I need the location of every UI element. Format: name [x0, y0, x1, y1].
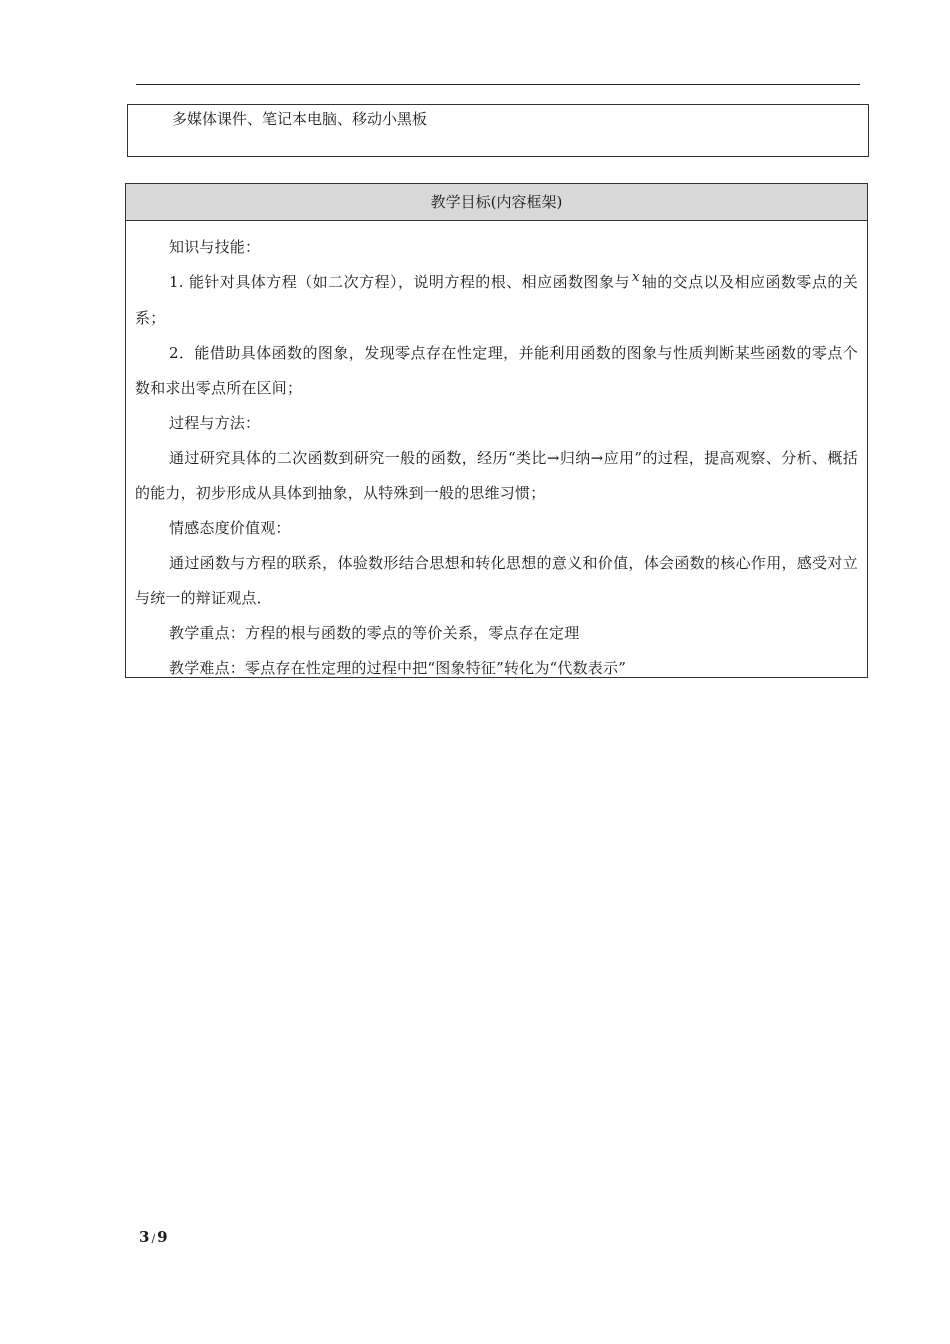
header-rule — [136, 84, 860, 85]
page-separator: / — [151, 1232, 156, 1245]
teaching-resources-box — [127, 104, 869, 157]
knowledge-item-1-text-b: 轴的交点以及相应函数零点的关系； — [135, 273, 858, 327]
page-number — [139, 1228, 168, 1246]
knowledge-skills-title: 知识与技能： — [169, 238, 261, 256]
teaching-goals-body — [126, 221, 867, 686]
knowledge-item-2: 2．能借助具体函数的图象，发现零点存在性定理，并能利用函数的图象与性质判断某些函数的零点个数和求出零点所在区间； — [135, 344, 858, 397]
knowledge-item-1 — [135, 265, 858, 336]
page-current: 3 — [139, 1228, 150, 1246]
math-variable-x: x — [631, 270, 640, 285]
knowledge-item-1-text-a: 1. 能针对具体方程（如二次方程），说明方程的根、相应函数图象与 — [169, 273, 630, 291]
attitude-values-text: 通过函数与方程的联系，体验数形结合思想和转化思想的意义和价值，体会函数的核心作用，感受对立与统一的辩证观点． — [135, 554, 858, 607]
process-method-text: 通过研究具体的二次函数到研究一般的函数，经历“类比→归纳→应用”的过程，提高观察、分析、概括的能力，初步形成从具体到抽象，从特殊到一般的思维习惯； — [135, 449, 858, 502]
process-method-title: 过程与方法： — [169, 414, 261, 432]
teaching-key-point: 教学重点：方程的根与函数的零点的等价关系，零点存在定理 — [169, 624, 580, 642]
attitude-values-title: 情感态度价值观： — [169, 519, 291, 537]
teaching-goals-table — [125, 183, 868, 678]
page-total: 9 — [157, 1228, 168, 1246]
teaching-goals-header: 教学目标(内容框架) — [126, 184, 867, 221]
teaching-difficulty: 教学难点：零点存在性定理的过程中把“图象特征”转化为“代数表示” — [169, 659, 627, 677]
teaching-resources-text: 多媒体课件、笔记本电脑、移动小黑板 — [172, 110, 428, 128]
